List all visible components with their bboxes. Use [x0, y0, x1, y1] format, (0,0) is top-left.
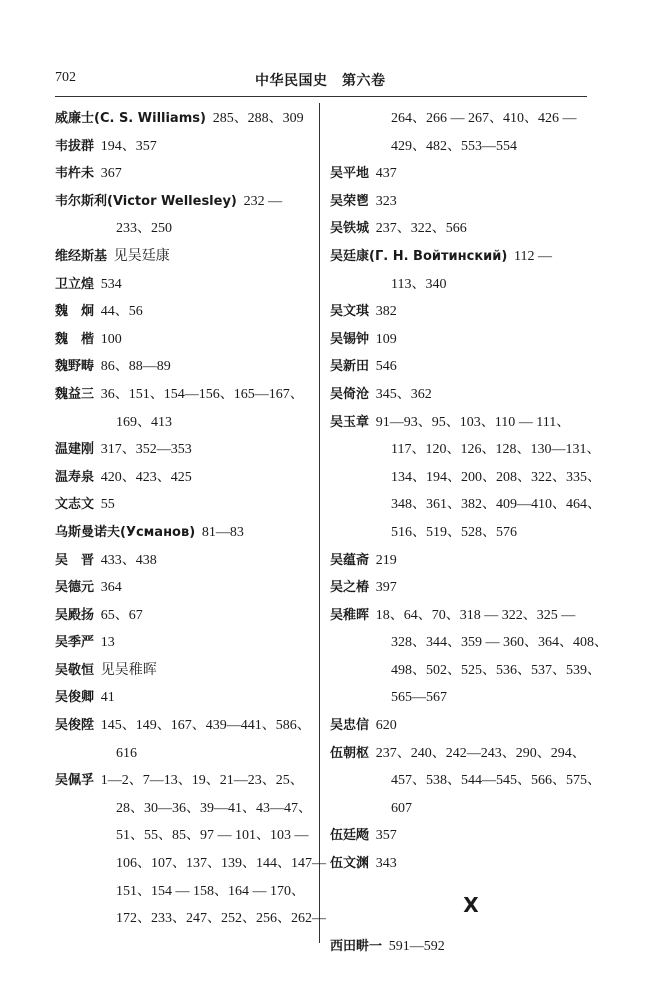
index-entry — [55, 326, 311, 354]
entry-continuation — [330, 436, 601, 464]
entry-name: 吴锡钟 — [330, 331, 370, 347]
entry-name: 吴稚晖 — [330, 607, 370, 623]
index-entry — [55, 243, 311, 271]
index-entry — [55, 298, 311, 326]
entry-pages: 51、55、85、97 — 101、103 — — [116, 828, 309, 844]
entry-name: 吴廷康(Г. Н. Войтинский) — [330, 248, 508, 264]
section-heading-x: X — [463, 892, 479, 917]
entry-pages: 364 — [100, 580, 122, 596]
index-entry — [330, 243, 592, 271]
entry-name: 韦拔群 — [55, 138, 95, 154]
entry-continuation — [330, 519, 592, 547]
entry-continuation — [330, 491, 601, 519]
entry-pages: 36、151、154—156、165—167、 — [100, 386, 304, 402]
index-entry — [55, 519, 311, 547]
index-entry — [55, 767, 311, 795]
entry-pages: 429、482、553—554 — [391, 138, 517, 154]
entry-name: 吴 晋 — [55, 552, 95, 568]
entry-name: 吴佩孚 — [55, 773, 95, 789]
entry-pages: 343 — [375, 856, 397, 872]
entry-continuation — [330, 133, 592, 161]
entry-pages: 172、233、247、252、256、262— — [116, 911, 326, 927]
entry-pages: 420、423、425 — [100, 469, 192, 485]
entry-name: 伍朝枢 — [330, 745, 370, 761]
entry-pages: 81—83 — [201, 524, 244, 540]
entry-pages: 41 — [100, 690, 115, 706]
entry-name: 吴敬恒 — [55, 662, 95, 678]
entry-name: 伍廷飏 — [330, 828, 370, 844]
entry-pages: 323 — [375, 193, 397, 209]
entry-name: 威廉士(C. S. Williams) — [55, 111, 206, 126]
entry-continuation — [55, 409, 311, 437]
index-entry — [330, 353, 592, 381]
index-entry — [330, 160, 592, 188]
entry-name: 维经斯基 — [55, 248, 108, 264]
entry-name: 吴德元 — [55, 580, 95, 596]
entry-name: 吴殿扬 — [55, 607, 95, 623]
entry-pages: 145、149、167、439—441、586、 — [100, 718, 311, 734]
index-entry — [330, 602, 592, 630]
entry-pages: 86、88—89 — [100, 359, 171, 375]
index-entry — [55, 160, 311, 188]
index-entry — [55, 657, 311, 685]
entry-continuation — [55, 215, 311, 243]
entry-continuation — [55, 850, 326, 878]
entry-pages: 44、56 — [100, 304, 143, 320]
index-entry — [55, 629, 311, 657]
entry-pages: 285、288、309 — [212, 111, 304, 126]
entry-name: 吴之椿 — [330, 580, 370, 596]
entry-pages: 317、352—353 — [100, 442, 192, 458]
entry-name: 吴荣鬯 — [330, 193, 370, 209]
entry-pages: 345、362 — [375, 386, 432, 402]
entry-continuation — [330, 105, 592, 133]
index-entry — [55, 271, 311, 299]
entry-pages: 616 — [116, 745, 137, 761]
entry-name: 魏 楷 — [55, 331, 95, 347]
entry-pages: 516、519、528、576 — [391, 524, 517, 540]
entry-name: 吴俊卿 — [55, 690, 95, 706]
entry-pages: 100 — [100, 331, 122, 347]
entry-name: 温寿泉 — [55, 469, 95, 485]
index-entry — [55, 353, 311, 381]
index-entry — [55, 684, 311, 712]
entry-pages: 607 — [391, 800, 412, 816]
index-entry — [55, 547, 311, 575]
entry-pages: 112 — — [514, 248, 553, 264]
index-entry — [330, 933, 592, 961]
entry-continuation — [55, 822, 311, 850]
entry-pages: 565—567 — [391, 690, 447, 706]
entry-name: 伍文渊 — [330, 856, 370, 872]
entry-pages: 18、64、70、318 — 322、325 — — [375, 607, 576, 623]
entry-name: 吴平地 — [330, 166, 370, 182]
index-entry — [330, 574, 592, 602]
book-title: 中华民国史 第六卷 — [255, 73, 386, 89]
entry-pages: 591—592 — [388, 938, 445, 954]
entry-name: 韦杵未 — [55, 166, 95, 182]
entry-pages: 219 — [375, 552, 397, 568]
index-entry — [55, 491, 311, 519]
entry-name: 魏益三 — [55, 386, 95, 402]
entry-pages: 367 — [100, 166, 122, 182]
entry-name: 吴新田 — [330, 359, 370, 375]
index-entry — [330, 215, 592, 243]
entry-name: 吴倚沧 — [330, 386, 370, 402]
entry-continuation — [330, 767, 601, 795]
entry-pages: 169、413 — [116, 414, 172, 430]
entry-pages: 237、322、566 — [375, 221, 467, 237]
index-column-right — [330, 105, 608, 960]
entry-pages: 109 — [375, 331, 397, 347]
entry-pages: 55 — [100, 497, 115, 513]
index-entry — [330, 298, 592, 326]
index-entry — [55, 133, 311, 161]
index-entry — [55, 105, 311, 133]
entry-name: 西田畊一 — [330, 938, 383, 954]
entry-pages: 328、344、359 — 360、364、408、 — [391, 635, 608, 651]
entry-pages: 113、340 — [391, 276, 447, 292]
page-number: 702 — [55, 70, 76, 85]
entry-name: 吴俊陞 — [55, 718, 95, 734]
entry-name: 韦尔斯利(Victor Wellesley) — [55, 193, 237, 209]
entry-pages: 382 — [375, 304, 397, 320]
entry-pages: 357 — [375, 828, 397, 844]
entry-pages: 13 — [100, 635, 115, 651]
entry-continuation — [55, 905, 326, 933]
entry-pages: 1—2、7—13、19、21—23、25、 — [100, 773, 304, 789]
entry-name: 吴玉章 — [330, 414, 370, 430]
index-entry — [330, 381, 592, 409]
entry-pages: 397 — [375, 580, 397, 596]
entry-pages: 498、502、525、536、537、539、 — [391, 662, 601, 678]
entry-name: 温建刚 — [55, 442, 95, 458]
index-column-left — [55, 105, 326, 933]
header-rule — [55, 96, 587, 97]
index-entry — [55, 712, 311, 740]
index-entry — [330, 188, 592, 216]
index-entry — [55, 381, 311, 409]
entry-name: 吴文琪 — [330, 304, 370, 320]
entry-pages: 28、30—36、39—41、43—47、 — [116, 800, 312, 816]
index-entry — [330, 326, 592, 354]
index-entry — [55, 464, 311, 492]
entry-pages: 117、120、126、128、130—131、 — [391, 442, 601, 458]
entry-continuation — [330, 629, 608, 657]
entry-pages: 见吴稚晖 — [100, 662, 157, 678]
entry-name: 吴季严 — [55, 635, 95, 651]
index-entry — [330, 740, 592, 768]
entry-name: 文志文 — [55, 497, 95, 513]
entry-pages: 264、266 — 267、410、426 — — [391, 111, 577, 126]
index-entry — [55, 602, 311, 630]
entry-continuation — [330, 271, 592, 299]
entry-pages: 348、361、382、409—410、464、 — [391, 497, 601, 513]
entry-name: 吴铁城 — [330, 221, 370, 237]
entry-pages: 457、538、544—545、566、575、 — [391, 773, 601, 789]
index-entry — [55, 574, 311, 602]
entry-pages: 65、67 — [100, 607, 143, 623]
entry-continuation — [55, 740, 311, 768]
entry-pages: 233、250 — [116, 221, 172, 237]
entry-pages: 534 — [100, 276, 122, 292]
index-entry — [55, 436, 311, 464]
entry-pages: 546 — [375, 359, 397, 375]
entry-continuation — [330, 657, 601, 685]
entry-name: 乌斯曼诺夫(Усманов) — [55, 524, 196, 540]
entry-pages: 91—93、95、103、110 — 111、 — [375, 414, 571, 430]
entry-pages: 151、154 — 158、164 — 170、 — [116, 883, 305, 899]
index-entry — [330, 547, 592, 575]
entry-continuation — [55, 878, 311, 906]
entry-pages: 194、357 — [100, 138, 157, 154]
entry-pages: 106、107、137、139、144、147— — [116, 856, 326, 872]
entry-pages: 134、194、200、208、322、335、 — [391, 469, 601, 485]
entry-name: 吴蕴斋 — [330, 552, 370, 568]
entry-name: 吴忠信 — [330, 718, 370, 734]
entry-pages: 437 — [375, 166, 397, 182]
column-divider — [319, 103, 320, 943]
entry-name: 魏野畴 — [55, 359, 95, 375]
entry-continuation — [330, 684, 592, 712]
entry-pages: 见吴廷康 — [113, 248, 170, 264]
entry-pages: 232 — — [243, 193, 283, 209]
entry-pages: 620 — [375, 718, 397, 734]
entry-pages: 433、438 — [100, 552, 157, 568]
index-entry — [55, 188, 311, 216]
entry-name: 卫立煌 — [55, 276, 95, 292]
entry-pages: 237、240、242—243、290、294、 — [375, 745, 586, 761]
entry-continuation — [330, 464, 601, 492]
index-entry — [330, 712, 592, 740]
entry-continuation — [330, 795, 592, 823]
entry-continuation — [55, 795, 311, 823]
index-entry — [330, 409, 592, 437]
entry-name: 魏 炯 — [55, 304, 95, 320]
page-header — [55, 70, 587, 90]
index-entry — [330, 822, 592, 850]
index-entry — [330, 850, 592, 878]
